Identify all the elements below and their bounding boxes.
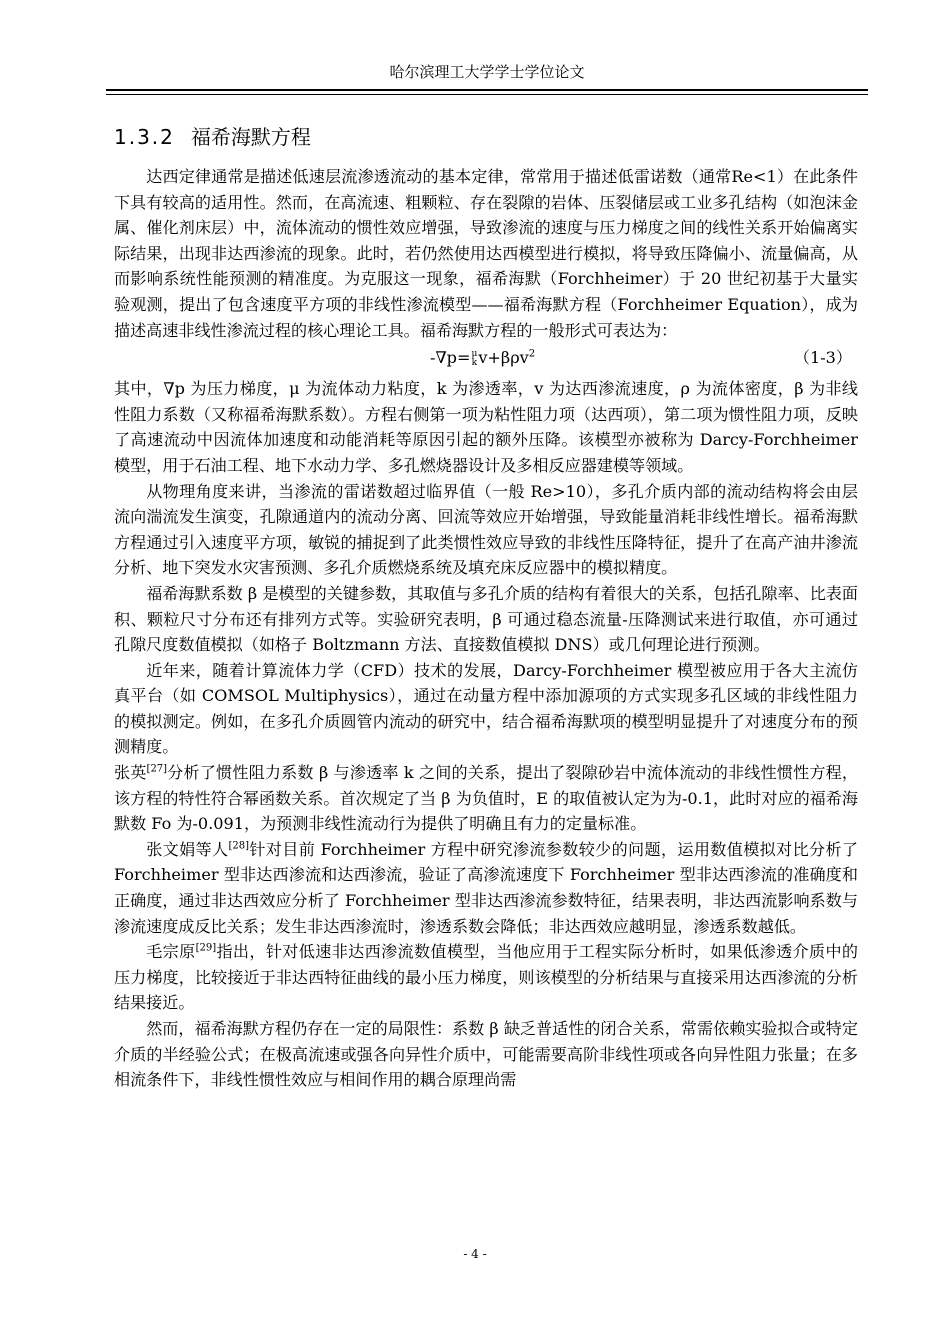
author-name: 张文娟等人 xyxy=(146,839,229,859)
paragraph-text: 分析了惯性阻力系数 β 与渗透率 k 之间的关系，提出了裂隙砂岩中流体流动的非线性惯性方程，该方程的特性符合幂函数关系。首次规定了当 β 为负值时，E 的取值被认定为为-0.1，此时对应的福希海默数 Fo 为-0.091，为预测非线性流动行为提供了明确且有力的定量标准。 xyxy=(114,763,858,834)
paragraph-beta: 福希海默系数 β 是模型的关键参数，其取值与多孔介质的结构有着很大的关系，包括孔隙率、比表面积、颗粒尺寸分布还有排列方式等。实验研究表明，β 可通过稳态流量-压降测试来进行取值，亦可通过孔隙尺度数值模拟（如格子 Boltzmann 方法、直接数值模拟 DNS）或几何理论进行预测。 xyxy=(114,583,858,655)
citation-ref: [27] xyxy=(146,763,168,775)
equation-row xyxy=(114,343,858,376)
equation-number: （1-3） xyxy=(793,348,852,368)
forchheimer-equation xyxy=(430,345,535,371)
section-title: 福希海默方程 xyxy=(190,125,311,149)
paragraph-equation-terms: 其中，∇p 为压力梯度，μ 为流体动力粘度，k 为渗透率，v 为达西渗流速度，ρ 为流体密度，β 为非线性阻力系数（又称福希海默系数）。方程右侧第一项为粘性阻力项（达西项），第二项为惯性阻力项，反映了高速流动中因流体加速度和动能消耗等原因引起的额外压降。该模型亦被称为 Darcy-Forchheimer 模型，用于石油工程、地下水动力学、多孔燃烧器设计及多相反应器建模等领域。 xyxy=(114,379,858,475)
header-rule-thick xyxy=(106,89,868,91)
section-number: 1.3.2 xyxy=(114,125,175,149)
paragraph-darcy-intro: 达西定律通常是描述低速层流渗透流动的基本定律，常常用于描述低雷诺数（通常Re<1）在此条件下具有较高的适用性。然而，在高流速、粗颗粒、存在裂隙的岩体、压裂储层或工业多孔结构（如泡沫金属、催化剂床层）中，流体流动的惯性效应增强，导致渗流的速度与压力梯度之间的线性关系开始偏离实际结果，出现非达西渗流的现象。此时，若仍然使用达西模型进行模拟，将导致压降偏小、流量偏高，从而影响系统性能预测的精准度。为克服这一现象，福希海默（Forchheimer）于 20 世纪初基于大量实验观测，提出了包含速度平方项的非线性渗流模型——福希海默方程（Forchheimer Equation），成为描述高速非线性渗流过程的核心理论工具。福希海默方程的一般形式可表达为： xyxy=(114,167,858,340)
fraction-denominator: k xyxy=(471,357,478,368)
paragraph-limitations: 然而，福希海默方程仍存在一定的局限性：系数 β 缺乏普适性的闭合关系，常需依赖实验拟合或特定介质的半经验公式；在极高流速或强各向异性介质中，可能需要高阶非线性项或各向异性阻力张量；在多相流条件下，非线性惯性效应与相间作用的耦合原理尚需 xyxy=(114,1019,858,1090)
paragraph-cfd: 近年来，随着计算流体力学（CFD）技术的发展，Darcy-Forchheimer 模型被应用于各大主流仿真平台（如 COMSOL Multiphysics），通过在动量方程中添加源项的方式实现多孔区域的非线性阻力的模拟测定。例如，在多孔介质圆管内流动的研究中，结合福希海默项的模型明显提升了对速度分布的预测精度。 xyxy=(114,660,858,757)
paragraph-text: 针对目前 Forchheimer 方程中研究渗流参数较少的问题，运用数值模拟对比分析了 Forchheimer 型非达西渗流和达西渗流，验证了高渗流速度下 Forchheimer 型非达西渗流的准确度和正确度，通过非达西效应分析了 Forchheimer 型非达西渗流参数特征，结果表明，非达西流影响系数与渗流速度成反比关系；发生非达西渗流时，渗透系数会降低；非达西效应越明显，渗透系数越低。 xyxy=(114,839,859,936)
paragraph-zhang-ying xyxy=(114,760,858,837)
equation-fraction xyxy=(471,350,477,368)
citation-ref: [29] xyxy=(195,942,217,954)
paragraph-mao-zongyuan xyxy=(114,939,858,1016)
equation-rhs: v+βρv xyxy=(478,348,529,368)
page-number: - 4 - xyxy=(463,1247,487,1261)
author-name: 张英 xyxy=(114,763,147,783)
section-heading xyxy=(114,124,311,150)
paragraph-text: 指出，针对低速非达西渗流数值模型，当他应用于工程实际分析时，如果低渗透介质中的压力梯度，比较接近于非达西特征曲线的最小压力梯度，则该模型的分析结果与直接采用达西渗流的分析结果接近。 xyxy=(114,942,859,1013)
equation-lhs: -∇p= xyxy=(430,348,471,368)
paragraph-zhang-wenjuan xyxy=(114,837,858,939)
citation-ref: [28] xyxy=(228,840,249,852)
body-text xyxy=(114,164,858,1093)
equation-exponent: 2 xyxy=(528,348,536,360)
page-header: 哈尔滨理工大学学士学位论文 xyxy=(389,63,585,81)
paragraph-physics: 从物理角度来讲，当渗流的雷诺数超过临界值（一般 Re>10），多孔介质内部的流动结构将会由层流向湍流发生演变，孔隙通道内的流动分离、回流等效应开始增强，导致能量消耗非线性增长。福希海默方程通过引入速度平方项，敏锐的捕捉到了此类惯性效应导致的非线性压降特征，提升了在高产油井渗流分析、地下突发水灾害预测、多孔介质燃烧系统及填充床反应器中的模拟精度。 xyxy=(114,481,858,578)
fraction-numerator: μ xyxy=(471,348,478,359)
header-rule-thin xyxy=(106,94,868,95)
author-name: 毛宗原 xyxy=(146,942,196,962)
